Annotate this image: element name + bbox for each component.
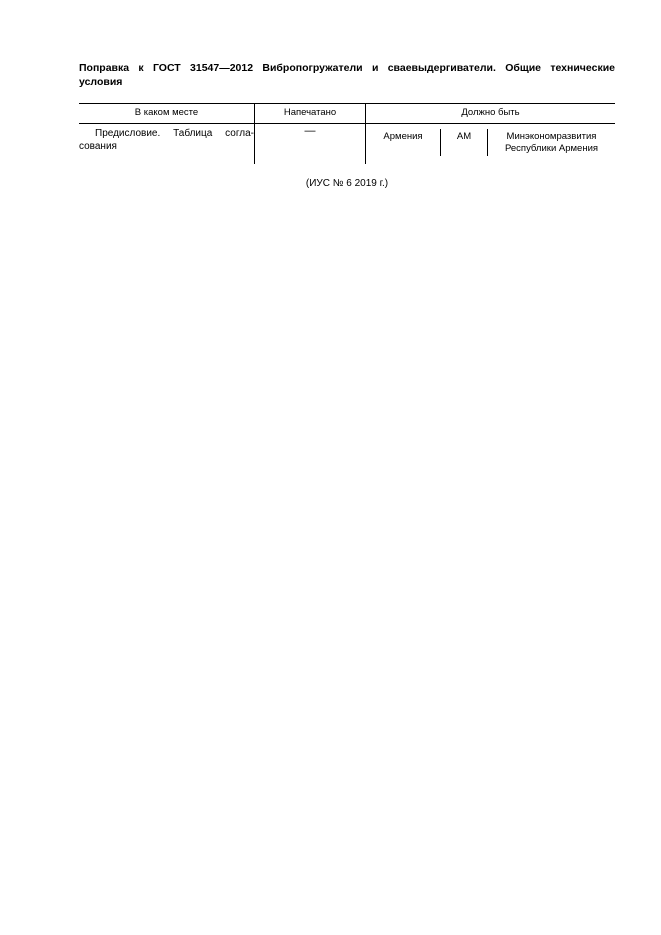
header-should-be: Должно быть xyxy=(461,107,520,118)
correction-table xyxy=(79,103,615,164)
table-header-rule xyxy=(79,123,615,124)
cell-printed: — xyxy=(304,125,316,137)
table-top-rule xyxy=(79,103,615,104)
cell-country: Армения xyxy=(383,131,423,142)
cell-organization xyxy=(488,131,615,155)
organization-line-1: Минэкономразвития xyxy=(506,131,597,142)
source-reference: (ИУС № 6 2019 г.) xyxy=(305,178,389,189)
cell-where: Предисловие. Таблица согласования xyxy=(79,128,254,152)
organization-line-2: Республики Армения xyxy=(504,143,599,154)
header-where: В каком месте xyxy=(134,107,199,118)
document-title: Поправка к ГОСТ 31547—2012 Вибропогружатели и сваевыдергиватели. Общие технические условия xyxy=(79,62,615,88)
header-printed: Напечатано xyxy=(283,107,337,118)
cell-country-code: AM xyxy=(456,131,472,142)
